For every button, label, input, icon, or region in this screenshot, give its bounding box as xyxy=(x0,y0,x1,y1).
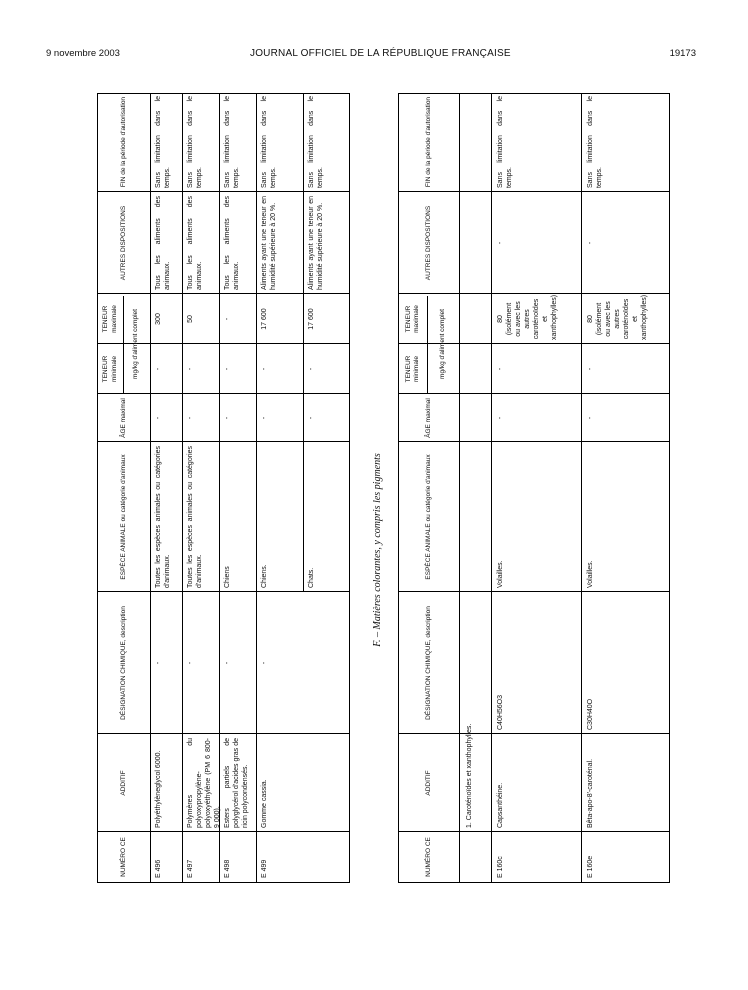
cell-additif: Polymères du polyoxypropylène-polyoxyéthylène (PM 6 800-9 000). xyxy=(187,738,221,828)
cell-additif: Bêta-apo-8'-caroténal. xyxy=(587,758,594,828)
col-header-unit: mg/kg d'aliment complet xyxy=(132,309,140,379)
col-header-numero: NUMÉRO CE xyxy=(119,837,127,877)
page-header xyxy=(0,48,748,62)
col-header-fin: FIN de la période d'autorisation xyxy=(119,96,127,188)
col-header-espece: ESPÈCE ANIMALE ou catégorie d'animaux xyxy=(119,454,127,580)
cell-age: - xyxy=(587,416,594,420)
cell-numero: E 497 xyxy=(187,859,194,878)
col-header-designation: DÉSIGNATION CHIMIQUE, description xyxy=(424,606,432,720)
header-page-number: 19173 xyxy=(669,48,696,59)
col-header-designation: DÉSIGNATION CHIMIQUE, description xyxy=(119,606,127,720)
col-header-additif: ADDITIF xyxy=(119,770,127,796)
cell-teneur-min: - xyxy=(261,367,268,371)
additives-table-2 xyxy=(398,93,670,883)
cell-teneur-min: - xyxy=(187,367,194,371)
col-header-additif: ADDITIF xyxy=(424,770,432,796)
cell-age: - xyxy=(497,416,504,420)
cell-espece: Volailles. xyxy=(497,560,504,588)
cell-autres: - xyxy=(497,241,504,245)
cell-designation: C40H56O3 xyxy=(497,694,504,730)
cell-autres: Tous les aliments des animaux. xyxy=(155,196,171,290)
col-header-teneur-min: TENEUR minimale xyxy=(404,355,420,383)
cell-numero: E 496 xyxy=(155,859,162,878)
col-header-teneur-max: TENEUR maximale xyxy=(102,305,118,333)
cell-age: - xyxy=(308,416,315,420)
cell-autres: Tous les aliments des animaux. xyxy=(187,196,203,290)
additives-table-1 xyxy=(97,93,350,883)
cell-autres: Aliments ayant une teneur en humidité supérieure à 20 %. xyxy=(261,196,277,290)
cell-teneur-max: - xyxy=(224,317,231,321)
cell-autres: Aliments ayant une teneur en humidité supérieure à 20 %. xyxy=(308,196,324,290)
cell-teneur-max: 300 xyxy=(155,313,162,325)
cell-age: - xyxy=(187,416,194,420)
cell-designation: - xyxy=(261,661,268,665)
cell-teneur-min: - xyxy=(224,367,231,371)
cell-teneur-max: 80 (isolément ou avec les autres caroténoïdes et xanthophylles) xyxy=(587,294,648,340)
cell-additif: Polyéthylèneglycol 6000. xyxy=(155,750,162,828)
section-title-colorants xyxy=(372,440,386,660)
cell-autres: - xyxy=(587,241,594,245)
cell-numero: E 160e xyxy=(587,855,594,878)
cell-age: - xyxy=(224,416,231,420)
cell-espece: Chiens xyxy=(224,566,231,588)
cell-espece: Volailles. xyxy=(587,560,594,588)
col-header-autres: AUTRES DISPOSITIONS xyxy=(119,205,127,281)
header-date: 9 novembre 2003 xyxy=(46,48,120,59)
col-header-espece: ESPÈCE ANIMALE ou catégorie d'animaux xyxy=(424,454,432,580)
cell-designation: - xyxy=(224,661,231,665)
cell-espece: Chats. xyxy=(308,567,315,588)
cell-autres: Tous les aliments des animaux. xyxy=(224,196,240,290)
cell-age: - xyxy=(155,416,162,420)
cell-teneur-min: - xyxy=(308,367,315,371)
cell-numero: E 499 xyxy=(261,859,268,878)
col-header-teneur-max: TENEUR maximale xyxy=(404,305,420,333)
cell-numero: E 160c xyxy=(497,856,504,878)
cell-fin: Sans limitation dans le temps. xyxy=(587,96,603,188)
col-header-numero: NUMÉRO CE xyxy=(424,837,432,877)
col-header-age: ÂGE maximal xyxy=(119,398,127,438)
cell-designation: - xyxy=(155,661,162,665)
cell-espece: Chiens. xyxy=(261,564,268,588)
header-journal-title: JOURNAL OFFICIEL DE LA RÉPUBLIQUE FRANÇAISE xyxy=(250,48,511,59)
cell-teneur-min: - xyxy=(497,367,504,371)
cell-additif: Gomme cassia. xyxy=(261,779,268,828)
cell-espece: Toutes les espèces animales ou catégories d'animaux. xyxy=(155,446,171,588)
cell-designation: - xyxy=(187,661,194,665)
col-header-fin: FIN de la période d'autorisation xyxy=(424,96,432,188)
cell-teneur-max: 17 600 xyxy=(308,308,315,330)
cell-fin: Sans limitation dans le temps. xyxy=(224,96,240,188)
cell-additif: Esters partiels de polyglycérol d'acides gras de ricin polycondensés. xyxy=(224,738,249,828)
col-header-teneur-min: TENEUR minimale xyxy=(102,355,118,383)
cell-espece: Toutes les espèces animales ou catégories d'animaux. xyxy=(187,446,203,588)
cell-teneur-max: 50 xyxy=(187,315,194,323)
cell-teneur-max: 17 600 xyxy=(261,308,268,330)
subheading-carotenoides: 1. Caroténoïdes et xanthophylles. xyxy=(466,723,473,828)
col-header-unit: mg/kg d'aliment complet xyxy=(438,309,446,379)
col-header-age: ÂGE maximal xyxy=(424,398,432,438)
cell-age: - xyxy=(261,416,268,420)
cell-additif: Capsanthéine. xyxy=(497,782,504,828)
cell-fin: Sans limitation dans le temps. xyxy=(155,96,171,188)
cell-fin: Sans limitation dans le temps. xyxy=(187,96,203,188)
cell-designation: C30H40O xyxy=(587,698,594,730)
cell-teneur-min: - xyxy=(155,367,162,371)
cell-fin: Sans limitation dans le temps. xyxy=(308,96,324,188)
cell-numero: E 498 xyxy=(224,859,231,878)
cell-fin: Sans limitation dans le temps. xyxy=(261,96,277,188)
section-title-text: F. – Matières colorantes, y compris les pigments xyxy=(372,453,383,647)
cell-teneur-max: 80 (isolément ou avec les autres caroténoïdes et xanthophylles) xyxy=(497,294,558,340)
cell-fin: Sans limitation dans le temps. xyxy=(497,96,513,188)
cell-teneur-min: - xyxy=(587,367,594,371)
col-header-autres: AUTRES DISPOSITIONS xyxy=(424,205,432,281)
